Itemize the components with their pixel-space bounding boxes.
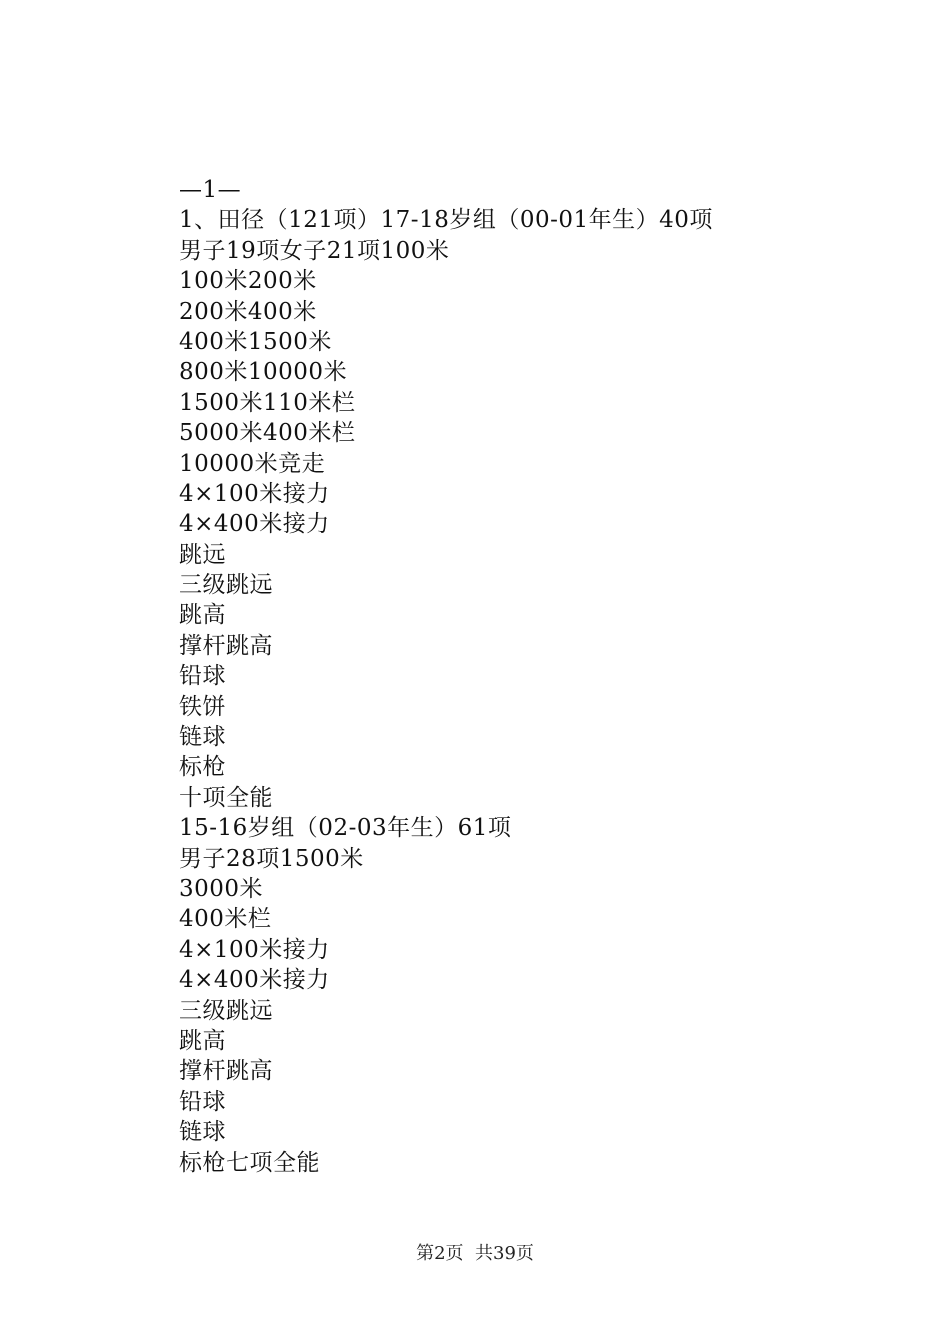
text-line: 1500米110米栏: [179, 389, 356, 416]
text-line: 10000米竞走: [179, 450, 326, 477]
text-line: 标枪: [179, 754, 226, 781]
text-line: 铁饼: [179, 693, 226, 720]
text-line: 三级跳远: [179, 997, 273, 1024]
text-line: 男子28项1500米: [179, 845, 364, 872]
text-line: 标枪七项全能: [179, 1149, 320, 1176]
text-line: 跳远: [179, 541, 226, 568]
text-line: 5000米400米栏: [179, 420, 356, 447]
text-line: 跳高: [179, 1027, 226, 1054]
text-line: 400米1500米: [179, 328, 332, 355]
text-line: 铅球: [179, 1088, 226, 1115]
text-line: 4×100米接力: [179, 936, 330, 963]
page-footer: 第2页 共39页: [416, 1243, 534, 1264]
text-line: 跳高: [179, 602, 226, 629]
text-line: 4×400米接力: [179, 511, 330, 538]
text-line: 撑杆跳高: [179, 632, 273, 659]
text-line: 链球: [179, 724, 226, 751]
text-line: 400米栏: [179, 906, 272, 933]
text-line: 200米400米: [179, 298, 317, 325]
page-marker: —1—: [179, 177, 242, 203]
text-line: 男子19项女子21项100米: [179, 237, 450, 264]
text-line: 十项全能: [179, 784, 273, 811]
text-line: 800米10000米: [179, 359, 348, 386]
section-heading: 1、田径（121项）17-18岁组（00-01年生）40项: [179, 207, 713, 234]
text-line: 铅球: [179, 663, 226, 690]
document-body: [179, 175, 879, 1178]
text-line: 链球: [179, 1119, 226, 1146]
text-line: 4×400米接力: [179, 967, 330, 994]
text-line: 100米200米: [179, 268, 317, 295]
text-line: 三级跳远: [179, 572, 273, 599]
text-line: 3000米: [179, 875, 264, 902]
text-line: 撑杆跳高: [179, 1058, 273, 1085]
section-heading: 15-16岁组（02-03年生）61项: [179, 815, 512, 842]
text-line: 4×100米接力: [179, 480, 330, 507]
